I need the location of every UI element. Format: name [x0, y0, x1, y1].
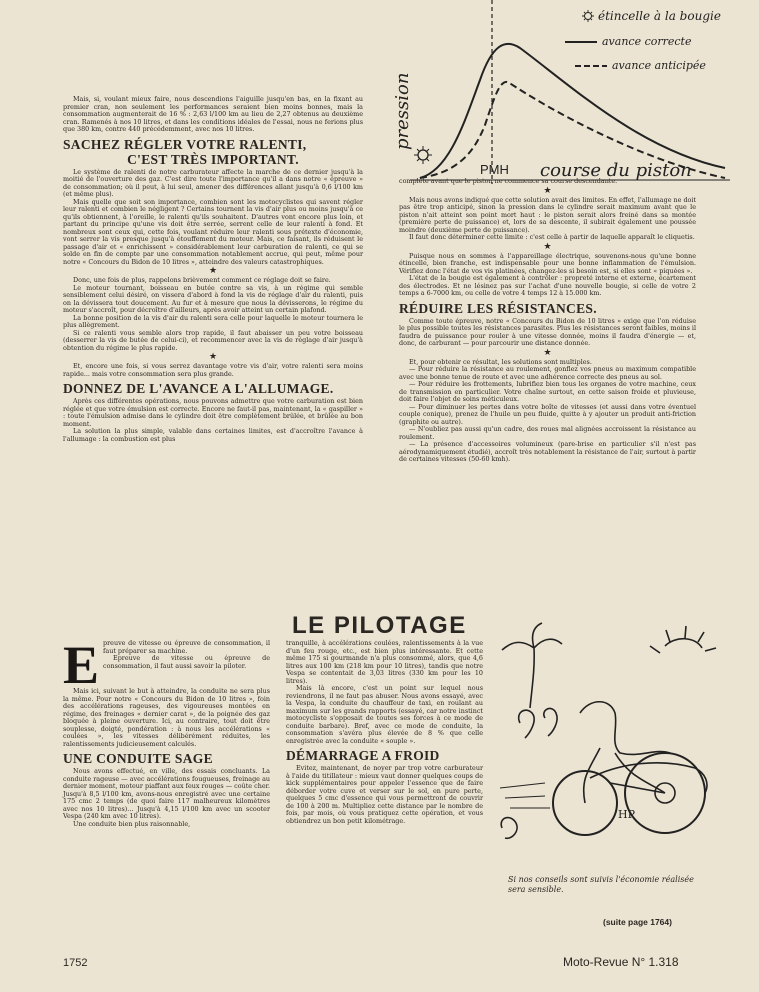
page-number: 1752	[63, 957, 88, 969]
column-left	[63, 96, 363, 443]
motorcycle-illustration	[490, 618, 720, 873]
illustration-signature: HP	[618, 808, 635, 821]
palm-tree-icon	[502, 623, 562, 708]
speed-lines	[500, 783, 550, 808]
legend-correct-label: avance correcte	[602, 35, 692, 48]
heading-avance: DONNEZ DE L'AVANCE A L'ALLUMAGE.	[63, 381, 334, 396]
paragraph: Mais ici, suivant le but à atteindre, la conduite ne sera plus la même. Pour notre « Concours du Bidon de 10 litres », foin des accélérations rageuses, des vigoureuses montées en régime, des freinages « dernier carat », de la poignée des gaz bloquée à pleine ouverture. Ici, au contraire, tout doit être souplesse, doigté, pondération : à nous les accélérations « coulées », les vitesses délibérément réduites, les ralentissements judicieusement calculés.	[63, 687, 270, 748]
separator-star: ★	[543, 185, 552, 196]
legend-spark-icon	[582, 10, 594, 22]
pmh-label: PMH	[480, 162, 509, 177]
paragraph: La bonne position de la vis d'air du ralenti sera celle pour laquelle le moteur tournera le plus allègrement.	[63, 313, 363, 329]
paragraph: complète avant que le piston ne commence sa course descendante.	[399, 177, 618, 185]
paragraph: Il faut donc déterminer cette limite : c'est celle à partir de laquelle apparaît le cliquetis.	[409, 233, 695, 241]
heading-demarrage: DÉMARRAGE A FROID	[286, 748, 440, 763]
paragraph: — N'oubliez pas aussi qu'un cadre, des roues mal alignées accroissent la résistance au roulement.	[399, 425, 696, 441]
paragraph: Comme toute épreuve, notre « Concours du Bidon de 10 litres » exige que l'on réduise le plus possible toutes les résistances parasites. Plus les résistances seront faibles, moins il faudra de puissance pour rouler à une vitesse donnée, moins il faudra d'énergie — et, donc, de carburant — pour parcourir une distance donnée.	[399, 316, 696, 347]
column-right	[399, 178, 696, 464]
pilotage-column-2	[286, 640, 483, 825]
heading-ralenti: SACHEZ RÉGLER VOTRE RALENTI,	[63, 136, 307, 152]
pilotage-column-1	[63, 635, 270, 828]
sun-icon	[650, 626, 716, 653]
separator-star: ★	[208, 266, 218, 276]
paragraph: preuve de vitesse ou épreuve de consommation, il faut préparer sa machine.	[103, 639, 270, 655]
paragraph: Une conduite bien plus raisonnable,	[73, 819, 191, 828]
paragraph: Evitez, maintenant, de noyer par trop votre carburateur à l'aide du titillateur : mieux vaut donner quelques coups de kick supplémentaires pour appeler l'essence que de faire déborder votre cuve et verser sur le sol, en pure perte, quelques 5 cmc d'essence qui vous permettront de couvrir de 100 à 200 m. Multipliez cette distance par le nombre de fois, par mois, où vous pratiquez cette opération, et vous obtiendrez un bon petit kilométrage.	[286, 764, 483, 825]
separator-star: ★	[543, 241, 552, 252]
small-creature-icon	[501, 818, 517, 839]
separator-star: ★	[208, 352, 218, 362]
legend-anticipated-label: avance anticipée	[612, 59, 706, 72]
paragraph: La solution la plus simple, valable dans certaines limites, est d'accroître l'avance à l'allumage : la combustion est plus	[63, 427, 363, 443]
paragraph: tranquille, à accélérations coulées, ralentissements à la vue d'un feu rouge, etc., est bien plus intéressante. Et cette même 175 si gourmande n'a plus consommé, alors, que 4,6 litres aux 100 km (218 km pour 10 litres), tandis que notre Vespa se contentait de 3,03 litres (330 km pour les 10 litres).	[286, 639, 483, 685]
paragraph: Le moteur tournant, boisseau en butée contre sa vis, à un régime qui semble sensiblement celui désiré, on vissera d'abord à fond la vis de réglage d'air du ralenti, puis on la dévissera tout doucement. Au fur et à mesure que nous la dévisserons, le régime du moteur s'accroît, pour décroître d'ailleurs, après avoir atteint un certain plafond.	[63, 283, 363, 314]
motorcycle-body	[590, 763, 707, 793]
paragraph: Mais, si, voulant mieux faire, nous descendions l'aiguille jusqu'en bas, en la fixant au premier cran, non seulement les performances seraient bien moins bonnes, mais la consommation augmenterait de 16 % : 2,63 l/100 km au lieu de 2,27 obtenus au deuxième cran. Ramenés à nos 10 litres, et dans les conditions idéales de l'essai, nous ne ferions plus que 380 km, contre 440 précédemment, avec nos 10 litres.	[63, 95, 363, 133]
heading-ralenti-2: C'EST TRÈS IMPORTANT.	[127, 151, 299, 167]
illustration-caption: Si nos conseils sont suivis l'économie réalisée sera sensible.	[508, 875, 694, 894]
drop-cap: E	[63, 635, 100, 695]
pressure-diagram	[380, 0, 759, 186]
paragraph: L'état de la bougie est également à contrôler : propreté interne et externe, écartement des électrodes. Et ne lésinez pas sur l'achat d'une nouvelle bougie, si celle de votre 2 temps a 6-7000 km, ou celle de votre 4 temps 12 à 15.000 km.	[399, 274, 696, 297]
paragraph: — Pour réduire les frottements, lubrifiez bien tous les organes de votre machine, ceux de transmission en particulier. Votre chaîne surtout, en cette saison froide et pluvieuse, doit faire l'objet de soins méticuleux.	[399, 380, 696, 403]
separator-star: ★	[543, 347, 552, 358]
heading-resistances: RÉDUIRE LES RÉSISTANCES.	[399, 300, 597, 316]
paragraph: Donc, une fois de plus, rappelons brièvement comment ce réglage doit se faire.	[73, 276, 331, 284]
spark-icon	[414, 146, 432, 164]
paragraph: Mais quelle que soit son importance, combien sont les motocyclistes qui savent régler leur ralenti et combien le négligent ? Certains tournent la vis d'air plus ou moins jusqu'à ce qu'ils obtiennent, à l'oreille, le ralenti qu'ils souhaitent. D'autres vont encore plus loin, et partant du principe qu'une vis doit être serrée, serrent celle de leur ralenti à fond. Et nombreux sont ceux qui, cette fois, voulant réduire leur ralenti sous prétexte d'économie, vont serrer la vis presque jusqu'à étouffement du moteur. Mais, ce faisant, ils réduisent le passage d'air et « enrichissent » considérablement leur carburation de ralenti, ce qui se solde en fin de compte par une consommation notablement accrue, qui peut, même pour notre « Concours du Bidon de 10 litres », atteindre des valeurs catastrophiques.	[63, 197, 363, 266]
paragraph: — Pour diminuer les pertes dans votre boîte de vitesses (et aussi dans votre éventuel couple conique), prenez de l'huile un peu fluide, quitte à y ajouter un produit anti-friction (graphite ou autre).	[399, 402, 696, 426]
paragraph: Mais nous avons indiqué que cette solution avait des limites. En effet, l'allumage ne doit pas être trop anticipé, sinon la pression dans le cylindre serait maximum avant que le piston n'ait atteint son point mort haut : le piston serait alors freiné dans sa montée (première perte de puissance) et, lors de sa descente, il subirait également une poussée moindre (deuxième perte de puissance).	[399, 195, 696, 234]
heading-conduite: UNE CONDUITE SAGE	[63, 751, 213, 766]
paragraph: Le système de ralenti de notre carburateur affecte la marche de ce dernier jusqu'à la moitié de l'ouverture des gaz. C'est dire toute l'importance qu'il a dans notre « épreuve » de consommation; où il peut, à lui seul, amener des différences allant jusqu'à 0,6 l/100 km (et même plus).	[63, 167, 363, 198]
y-axis-label: pression	[392, 72, 413, 150]
paragraph: Et, pour obtenir ce résultat, les solutions sont multiples.	[409, 357, 592, 366]
paragraph: — Pour réduire la résistance au roulement, gonflez vos pneus au maximum compatible avec une bonne tenue de route et avec une adhérence correcte des pneus au sol.	[399, 365, 696, 381]
legend-spark-label: étincelle à la bougie	[598, 9, 721, 23]
paragraph: — La présence d'accessoires volumineux (pare-brise en particulier s'il n'est pas aérodynamiquement étudié), accroît très notablement la résistance de l'air, surtout à partir de certaines vitesses (50-60 kmh).	[399, 440, 696, 463]
paragraph: Mais là encore, c'est un point sur lequel nous reviendrons, il ne faut pas abuser. Nous avons essayé, avec la Vespa, la conduite du chauffeur de taxi, en roulant au maximum sur les grands rapports (essayé, car notre instinct motocycliste s'opposait de toutes ses forces à ce mode de conduite barbare). Bref, avec ce mode de conduite, la consommation s'avéra plus élevée de 8 % que celle enregistrée avec la conduite « souple ».	[286, 684, 483, 745]
paragraph: Nous avons effectué, en ville, des essais concluants. La conduite rageuse — avec accélérations fougueuses, freinage au dernier moment, moteur piaffant aux feux rouges — coûte cher. Jusqu'à 8,5 l/100 km, avons-nous enregistré avec une certaine 175 cmc 2 temps (de quoi faire 117 malheureux kilomètres avec nos 10 litres)... Jusqu'à 4,15 l/100 km avec un scooter Vespa (240 km avec 10 litres).	[63, 767, 270, 820]
section-title: LE PILOTAGE	[292, 612, 467, 639]
paragraph: Si ce ralenti vous semble alors trop rapide, il faut abaisser un peu votre boisseau (desserrer la vis de butée de celui-ci), et recommencer avec la vis de réglage d'air jusqu'à obtention du régime le plus rapide.	[63, 328, 363, 352]
creature-icon	[519, 709, 557, 738]
paragraph: Puisque nous en sommes à l'appareillage électrique, souvenons-nous qu'une bonne étincelle, bien franche, est indispensable pour une bonne inflammation de l'émulsion. Vérifiez donc l'état de vos vis platinées, changez-les si besoin est, si elles sont « piquées ».	[399, 251, 696, 275]
paragraph: Après ces différentes opérations, nous pouvons admettre que votre carburation est bien réglée et que votre émulsion est correcte. Encore ne faut-il pas, maintenant, la « gaspiller » : toute l'émulsion admise dans le cylindre doit être complètement brûlée, et brûlée au bon moment.	[63, 397, 363, 428]
paragraph: Epreuve de vitesse ou épreuve de consommation, il faut aussi savoir la piloter.	[103, 654, 270, 670]
continued-note: (suite page 1764)	[603, 917, 672, 927]
x-axis-label: course du piston	[540, 160, 692, 181]
paragraph: Et, encore une fois, si vous serrez davantage votre vis d'air, votre ralenti sera moins rapide... mais votre consommation sera plus grande.	[63, 362, 363, 378]
magazine-issue: Moto-Revue N° 1.318	[563, 955, 679, 969]
